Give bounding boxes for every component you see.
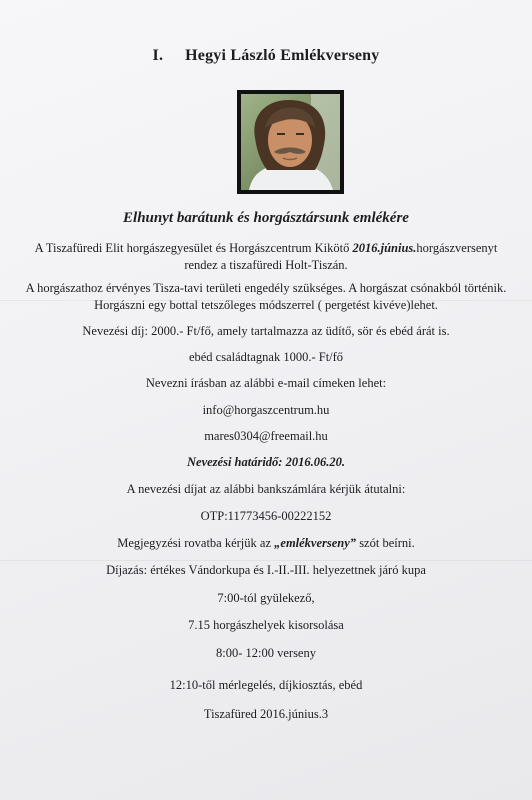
memo-keyword: „emlékverseny” [274,536,357,550]
email-mares: mares0304@freemail.hu [204,429,328,443]
memorial-portrait [237,90,344,194]
intro-date: 2016.június. [352,241,417,255]
bank-account: OTP:11773456-00222152 [200,509,332,523]
title-text: Hegyi László Emlékverseny [185,47,380,64]
email-info: info@horgaszcentrum.hu [202,403,330,417]
memo-start: Megjegyzési rovatba kérjük az [117,536,275,550]
intro-event: horgászversenyt [416,241,498,255]
schedule-item: 7.15 horgászhelyek kisorsolása [188,618,344,632]
rules-line-1: A horgászathoz érvényes Tisza-tavi területi engedély szükséges. A horgászat csónakból történik. [25,281,507,295]
dedication-subtitle: Elhunyt barátunk és horgásztársunk emlékére [123,210,409,226]
memo-end: szót beírni. [356,536,415,550]
prizes: Díjazás: értékes Vándorkupa és I.-II.-III. helyezettnek járó kupa [106,563,426,577]
page-title [0,48,532,64]
schedule-item: 7:00-tól gyülekező, [217,591,315,605]
family-lunch-fee: ebéd családtagnak 1000.- Ft/fő [188,350,344,364]
schedule-item: 12:10-től mérlegelés, díjkiosztás, ebéd [169,678,363,692]
portrait-image [241,94,340,190]
signup-instructions: Nevezni írásban az alábbi e-mail címeken lehet: [145,376,387,390]
schedule-item: 8:00- 12:00 verseny [216,646,316,660]
intro-line-1 [0,240,532,256]
entry-fee: Nevezési díj: 2000.- Ft/fő, amely tartalmazza az üdítő, sör és ebéd árát is. [82,324,450,338]
transfer-instructions: A nevezési díjat az alábbi bankszámlára kérjük átutalni: [126,482,406,496]
intro-organizers: A Tiszafüredi Elit horgászegyesület és Horgászcentrum Kikötő [34,241,353,255]
entry-deadline: Nevezési határidő: 2016.06.20. [187,455,345,469]
rules-line-2: Horgászni egy bottal tetszőleges módszerrel ( pergetést kivéve)lehet. [94,298,438,312]
place-and-date: Tiszafüred 2016.június.3 [203,707,329,721]
title-number: I. [152,47,164,64]
paper-fold [0,560,532,561]
memo-instructions [0,535,532,551]
intro-line-2: rendez a tiszafüredi Holt-Tiszán. [184,258,348,272]
